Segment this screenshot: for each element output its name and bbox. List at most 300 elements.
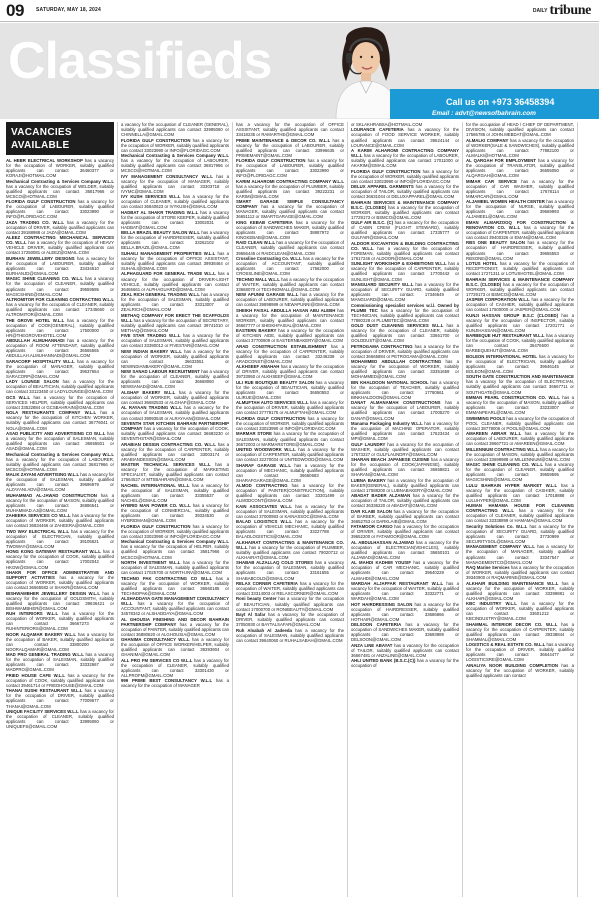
listing-text: has a vacancy for the occupation of SALESMAN, suitably qualified applicants can contact 39993540 or ALRAYAAN@GMAIL.COM — [121, 405, 229, 421]
brand-small-label: DAILY — [532, 7, 548, 14]
brand-name: tribune — [549, 3, 591, 18]
listing-company: IVY KUSH SERVICES W.L.L — [121, 194, 181, 200]
listing-item — [121, 210, 229, 230]
listing-text: has a vacancy for the occupation of HEAVY VEHICLE DRIVER, suitably qualified applicants can contact 17250081 or ALEEZ@GMAIL.COM — [6, 240, 114, 256]
section-header — [6, 122, 114, 155]
listing-text: has a vacancy for the occupation of SALESMAN, suitably qualified applicants can contact 39696979 or ALZAYANI.ADV@GMAIL.COM — [6, 472, 114, 493]
listing-column-4 — [351, 122, 459, 897]
column-divider — [462, 122, 463, 897]
listing-text: has a vacancy for the occupation of COOK, suitably qualified applicants can contact 36476600 or BARBEQUEHUT@GMAIL.COM — [466, 333, 574, 354]
listing-company: SHAKR FOR OFFICE ADMINISTRATIVE AND SUPPORT ACTIVITIES — [6, 569, 114, 580]
listing-company: KING KEBAB CAFETERIA — [236, 219, 293, 225]
listing-text: has a vacancy for the occupation of LABOURER, suitably qualified applicants can contact 17011000 or AKARIM@GMAIL.COM — [351, 153, 459, 169]
listing-item — [466, 374, 574, 394]
listing-item — [6, 709, 114, 729]
listing-company: MAGIC SHINE CLEANING CO. W.L.L — [466, 462, 543, 468]
listing-company: MANAGEMENT COMPANY W.L.L — [466, 544, 535, 550]
listing-item — [466, 565, 574, 580]
listing-company: MARMAR STORE — [236, 431, 272, 437]
listing-text: has a vacancy for the occupation of ELECTRICIAN(VEHICLES), suitably qualified applicants can contact 36650101 or ALJAWAD@GMAIL.COM — [351, 539, 459, 560]
listing-company: BISHWAMBHER JEWELLERY DESIGN W.L.L — [6, 590, 100, 596]
listing-text: has a vacancy for the occupation of POOL CLEANER, suitably qualified applicants can contact 38778006 or POOLS@GMAIL.COM — [466, 415, 574, 431]
listing-item — [466, 416, 574, 431]
listing-item — [6, 276, 114, 296]
listing-text: has a vacancy for the occupation of WORKER, suitably qualified applicants can contact 36682533 or ALGHAF@GMAIL.COM — [121, 389, 229, 405]
listing-item — [466, 483, 574, 503]
listing-company: AL RAYAAN TRADING W.L.L — [121, 405, 182, 411]
listing-item — [466, 220, 574, 240]
listing-item — [351, 380, 459, 400]
listing-item — [351, 478, 459, 493]
listing-company: FLORIDA GULF CONSTRUCTION — [121, 523, 191, 529]
listing-item — [351, 493, 459, 508]
listing-item — [351, 560, 459, 580]
listing-item — [351, 602, 459, 622]
listing-item — [121, 271, 229, 291]
listing-item — [466, 138, 574, 158]
listing-text: has a vacancy for the occupation of CLEANER, suitably qualified applicants can contact 39656445 or RAIDCLEAN@GMAIL.COM — [236, 240, 344, 256]
listing-company: TWO WAY ELECTRICAL W.L.L — [6, 528, 70, 534]
listing-text: has a vacancy for the occupation of CARPENTER, suitably qualified applicants can contact 33003174 or ARABIANDESIGN@GMAIL.COM — [121, 441, 229, 462]
listing-item — [236, 256, 344, 276]
listing-company: ALTROMITOR FOR CLEANING CONTRACTING W.L.L — [6, 297, 114, 302]
listing-company: Manama Packaging Industry W.L.L — [351, 420, 423, 426]
listing-item — [236, 308, 344, 328]
listing-company: METHAQ COMPANY FOR ERECT THE SCAFFOLDS W.L.L — [121, 312, 229, 323]
listing-item — [6, 235, 114, 255]
listing-company: KARIM ALHAROMI CONTRACTING COMPANY W.L.L — [236, 178, 344, 184]
listing-text: has a vacancy for the occupation of TAILOR, suitably qualified applicants can contact 36336220 or ABADAT@GMAIL.COM — [351, 493, 459, 509]
listing-company: RUH INTERIORS W.L.L — [6, 611, 59, 617]
listing-text: has a vacancy for the occupation of WORKER, suitably qualified applicants can contact 39340900 or RAQMARINE@GMAIL.COM — [466, 565, 574, 581]
listing-item — [466, 199, 574, 219]
listing-item — [351, 524, 459, 539]
listing-text: has a vacancy for the occupation of — [351, 658, 459, 669]
listing-company: FLORIDA GULF CONSTRUCTION — [351, 168, 421, 174]
listing-company: SHEIKH FAISAL ABDULLA HASAN ABU ALEBH — [236, 307, 336, 313]
listing-company: BELLA BRAZIL BEAUTY SALON W.L.L — [121, 230, 201, 236]
listing-text: has a vacancy for the occupation of WORKER, suitably qualified applicants can contact 17729173 or BSMCO@GMAIL.COM — [466, 281, 574, 297]
listing-company: JASPER CORPORATION W.L.L — [466, 297, 530, 303]
listing-text: has a vacancy for the occupation of WORKER, suitably qualified applicants can contact 36834466 or ZAHEERA@GMAIL.COM — [6, 513, 114, 529]
listing-company: LUBNA BAKERY — [351, 477, 386, 483]
listing-text: has a vacancy for the occupation of MANAGER, suitably qualified applicants can contact 39637654 or SARACORP@GMAIL.COM — [6, 358, 114, 379]
listing-company: GHANIMA CONSULTANCY W.L.L — [121, 637, 190, 643]
listing-item — [6, 220, 114, 235]
listing-company: DELSOON CAFETERIA — [351, 622, 402, 628]
listing-text: has a vacancy for the occupation of MANAGER, suitably qualified applicants can contact 36651112 or SMARTGARAGE@GMAIL.COM — [236, 204, 344, 220]
listing-company: ALMALKI COMPANY — [466, 137, 509, 143]
listing-text: has a vacancy for the occupation of MANAGER, suitably qualified applicants can contact 33303718 or IVYMC@GMAIL.COM — [121, 173, 229, 194]
listing-text: has a vacancy for the occupation of MAINTENANCE WORKER, suitably qualified applicants can contact 36667777 or SHEIKHFAISAL@GMAIL.COM — [236, 307, 344, 328]
listing-company: FLORIDA GULF CONSTRUCTION — [121, 137, 191, 143]
listing-company: AHLI UNITED BANK (B.S.C.(C)) — [351, 658, 416, 664]
listing-company: BAHRAIN SERVICES & MAINTENANCE COMPANY B.S.C. (CLOSED) — [351, 199, 459, 210]
listing-text: has a vacancy for the occupation of TAILOR, suitably qualified applicants can contact 36667481 or ANZALINE@GMAIL.COM — [351, 642, 459, 658]
listing-text: has a vacancy for the occupation of LABOURER, suitably qualified applicants can contact 36817966 or MCSCO@HOTMAIL.COM — [121, 158, 229, 174]
listing-item — [236, 380, 344, 400]
listing-text: has a vacancy for the occupation of SALESMAN, suitably qualified applicants can contact 33161555 or SHABABCOLD@GMAIL.COM — [236, 560, 344, 581]
column-divider — [577, 122, 578, 897]
listing-item — [236, 463, 344, 483]
listing-text: has a vacancy for the occupation of SECRETARY, suitably qualified applicants can contact 39741010 or METHAQ@GMAIL.COM — [121, 317, 229, 333]
listing-item — [351, 643, 459, 658]
listing-item — [351, 421, 459, 441]
listing-company: THANAI SUSHI RESTAURANT W.L.L — [6, 688, 83, 694]
listing-item — [6, 688, 114, 708]
listing-text: has a vacancy for the occupation of SALESMAN, suitably qualified applicants can contact 33355537 or NACHEL@GMAIL.COM — [121, 482, 229, 503]
listing-text: has a vacancy for the occupation of ACCOUNTANT, suitably qualified applicants can contact 17562000 or CROSSLINE@GMAIL.COM — [236, 255, 344, 277]
listing-item — [121, 313, 229, 333]
listing-text: has a vacancy for the occupation of MASON, suitably qualified applicants can contact 36886541 or MUHAMMAD.AJ@GMAIL.COM — [6, 492, 114, 513]
listing-item — [6, 338, 114, 358]
listing-item — [236, 179, 344, 199]
listing-text: has a vacancy for the occupation of MASON, suitably qualified applicants can contact 33233007 or EMMANPEARL@GMAIL.COM — [466, 394, 574, 416]
listing-text: has a vacancy for the occupation of MANAGER, suitably qualified applicants can contact 33347547 or MANAGEMENTCO@GMAIL.COM — [466, 544, 574, 565]
listing-company: BAHRAIN SERVICES & MAINTENANCE COMPANY B.S.C. (CLOSED) — [466, 276, 574, 287]
listing-company: UNITED WOODWORK W.L.L — [236, 446, 296, 452]
listing-item — [236, 504, 344, 519]
listing-company: LOTUS HOTEL — [466, 261, 498, 266]
listing-text: has a vacancy for the occupation of ROOM ATTENDANT, suitably qualified applicants can contact 36565565 or ABDULLAH.ALMUHANNADI@GMAIL.COM — [6, 338, 114, 359]
listing-company: EMAN ALMARZOOQ FOR CONSTRUCTION & RENOVATION CO. W.L.L — [466, 219, 574, 230]
listing-text: has a vacancy for the occupation of LABOURER, suitably qualified applicants can contact 33996635 or PRIMEMAINT@GMAIL.COM — [236, 137, 344, 158]
listing-text: has a vacancy for the occupation of CABIN CREW (FLIGHT STEWARD), suitably qualified applicants can contact 17335777 or GULFAIR@GMAIL.COM — [351, 220, 459, 241]
listing-company: SOUTH GATE CONSTRUCTION AND MAINTENANCE — [466, 374, 574, 380]
listing-item — [466, 524, 574, 544]
listing-item — [121, 122, 229, 137]
listing-text: has a vacancy for the occupation of PAINTER(CONSTRUCTION), suitably qualified applicants can contact 33301499 or ALMODCONT@GMAIL.COM — [236, 483, 344, 504]
listing-text: for the occupation of HEAD / CHIEF OF DEPARTMENT, DIVISION, suitably qualified applicants can contact 17586785 or JOHN.MEBDAT@GMAIL.COM — [466, 122, 574, 138]
listing-text: has a vacancy for the occupation of FOREMAN, suitably qualified applicants can contact 17617246 or ALDOOR@GMAIL.COM — [351, 245, 459, 261]
listing-item — [351, 400, 459, 420]
listing-text: has a vacancy for the occupation of TEACHER, suitably qualified applicants can contact 17780661 or BINKHALDOON@GMAIL.COM — [351, 379, 459, 400]
listing-item — [351, 127, 459, 147]
listing-item — [351, 200, 459, 220]
listing-item — [6, 359, 114, 379]
listing-text: has a vacancy for the occupation of DRIVER, suitably qualified applicants can contact 39733950 or ALKHSEEF@GMAIL.COM — [236, 364, 344, 380]
listing-company: PETROGAMA CONTRACTING — [351, 343, 413, 349]
listing-text: has a vacancy for the occupation of CLEANER, suitably qualified applicants can contact 33661700 or GOLDDUST@GMAIL.COM — [351, 323, 459, 344]
listing-text: has a vacancy for the occupation of COOK(GENERAL), suitably qualified applicants can contact 17500000 or HR@THEGROVEHOTEL.COM — [6, 317, 114, 338]
listing-item — [236, 431, 344, 446]
listing-company: MAGIC SHINE CLEANING CO. W.L.L — [6, 276, 83, 282]
listing-text: has a vacancy for the occupation of FOOD SERVICE WORKER, suitably qualified applicants can contact 39624144 or LOURANCE@GMAIL.COM — [351, 127, 459, 148]
listing-text: has a vacancy for the occupation of DRIVER, suitably qualified applicants can contact 37050930 or BAYTALSAFAR@GMAIL.COM — [236, 612, 344, 628]
listing-item — [466, 277, 574, 297]
listing-text: has a vacancy for the occupation of PLUMBER, suitably qualified applicants can contact 39222231 or KARIM@GMAIL.COM — [236, 183, 344, 199]
listing-item — [466, 179, 574, 199]
listing-item — [236, 581, 344, 596]
listing-text: has a vacancy for the occupation of WORKER, suitably qualified applicants can contact — [466, 662, 574, 678]
listing-text: has a vacancy for the occupation of INSPECTOR, suitably qualified applicants can contact 17201771 or KUNJIHASSAN@GMAIL.COM — [466, 312, 574, 333]
listing-text: has a vacancy for the occupation of TECHNICIAN, suitably qualified applicants can contact 77880228 or PLUMBTEC@GMAIL.COM — [351, 307, 459, 323]
listing-company: ZAHEERA SERVICES CO W.L.L — [6, 513, 71, 519]
listing-column-2 — [121, 122, 229, 897]
listing-text: has a vacancy for the occupation of SALESMAN, suitably qualified applicants can contact 33390012 or FIVESTAR@GMAIL.COM — [121, 333, 229, 349]
listing-item — [121, 637, 229, 657]
listing-company: LOURANCE CAFETERIA — [351, 127, 404, 133]
listing-company: DELUX APPAREL GARMENTS — [351, 184, 414, 190]
listing-item — [6, 652, 114, 672]
listing-company: KUNJI HASSAN GROUP B.S.C (CLOSED) — [466, 312, 559, 318]
listing-company: WARDAH ALJAFFAR RESTAURANT W.L.L — [351, 580, 444, 586]
page-number: 09 — [6, 1, 24, 20]
listing-item — [466, 313, 574, 333]
listing-item — [466, 261, 574, 276]
listing-company: ALDOOR EXCAVATION & BUILDING CONTRACTING CO. W.L.L — [351, 240, 459, 251]
listing-company: ZEAL RICH GENERAL TRADING W.L.L — [121, 292, 200, 298]
listing-text: has a vacancy for the occupation of SERVICES HELPER, suitably qualified applicants can contact 33522884 or GCSBAHRAIN@GMAIL.COM — [6, 394, 114, 410]
classifieds-banner — [0, 23, 599, 119]
listing-item — [6, 632, 114, 652]
listing-text: has a vacancy for the occupation of BEAUTICIAN, suitably qualified applicants can contact 17000700 or RONIBEAUTY@GMAIL.COM — [236, 596, 344, 612]
listing-company: ALMUFTAH AUTO SERVICES W.L.L — [236, 400, 309, 406]
listing-text: has a vacancy for the occupation of TAILOR, suitably qualified applicants can contact 36631044 or DELUXAPPAREL@GMAIL.COM — [351, 184, 459, 200]
listing-text: has a vacancy for the occupation of CARPENTER, suitably qualified applicants can contact 17700442 or SUNLIGHT@GMAIL.COM — [351, 261, 459, 282]
listing-item — [466, 642, 574, 662]
listing-text: has a vacancy for the occupation of HAIRDRESSER, suitably qualified applicants can contact 39655553 or RBSONE@GMAIL.COM — [466, 240, 574, 261]
listing-text: has a vacancy for the occupation of DRIVER, suitably qualified applicants can contact 36665884 or PETROGAMA@GMAIL.COM — [351, 343, 459, 359]
phone-contact: Call us on +973 36458394 — [446, 97, 555, 107]
listing-item — [6, 611, 114, 631]
listing-company: ALSHADDAYA GATE MANAGEMENT CONSULTANCY W.L.L — [121, 596, 229, 607]
listing-item — [121, 524, 229, 539]
listing-company: MASTER TECHNICAL SERVICES W.L.L — [121, 462, 211, 468]
listing-item — [351, 344, 459, 359]
listing-item — [236, 292, 344, 307]
listing-text: has a vacancy for the occupation of DRIVER, suitably qualified applicants can contact 39652200 or FATAMOOR@GMAIL.COM — [351, 524, 459, 540]
listing-item — [466, 333, 574, 353]
listing-text: has a vacancy for the occupation of ACCOUNTANT, suitably qualified applicants can contact 34578342 or ALSHADDAYA@GMAIL.COM — [121, 601, 229, 617]
listing-text: has a vacancy for the occupation of GOLDSMITH, suitably qualified applicants can contact 39636421 or BISHWAMBHER@GMAIL.COM — [6, 590, 114, 611]
listing-text: has a vacancy for the occupation of CASHIER, suitably qualified applicants can contact 17018888 or LULUHYPER@GMAIL.COM — [466, 482, 574, 503]
listing-text: has a vacancy for the occupation of BEAUTICIAN, suitably qualified applicants can contact 36650553 or ULIRUE@GMAIL.COM — [236, 379, 344, 400]
listing-text: has a vacancy for the occupation of COOK, suitably qualified applicants can contact 17002042 or HKGW@GMAIL.COM — [6, 549, 114, 570]
listing-item — [6, 673, 114, 688]
listing-text: has a vacancy for the occupation of VEHICLE MECHANIC, suitably qualified applicants can contact 33227788 or BALADLOGISTICS@GMAIL.COM — [236, 519, 344, 540]
listing-text: has a vacancy for the occupation of CLEANER, suitably qualified applicants can contact 36668060 or NEWSANAD@GMAIL.COM — [121, 369, 229, 390]
listing-company: FATAMOOR CARGO — [351, 524, 393, 530]
listing-company: BIN KHALDOON NATIONAL SCHOOL — [351, 379, 429, 385]
listing-text: has a vacancy for the occupation of ELECTRICIAN, suitably qualified applicants can contact 36667711 or SOUTHGATE@GMAIL.COM — [466, 379, 574, 395]
listing-text: has a vacancy for the occupation of SALESMAN, suitably qualified applicants can contact 37000983 or KAINASSOC@GMAIL.COM — [236, 503, 344, 519]
listing-item — [121, 576, 229, 596]
listing-company: Mechanical Contracting & Services Company W.L.L — [121, 539, 229, 545]
listing-text: has a vacancy for the occupation of WAITER, suitably qualified applicants can contact 33668070 or TECHNOMALL@GMAIL.COM — [236, 276, 344, 292]
listing-company: SMART GARAGE SIMPLE CONSULTANCY COMPANY — [236, 199, 344, 210]
listing-text: has a vacancy for the occupation of WORKER, suitably qualified applicants can contact 36667273 or RUHINTERIORS@GMAIL.COM — [6, 611, 114, 632]
listing-company: SUHAILI MANAGEMENT PROPERTIES W.L.L — [121, 250, 216, 256]
listing-item — [466, 354, 574, 374]
listing-item — [121, 442, 229, 462]
listing-text: has a vacancy for the occupation of CLEANER, suitably qualified applicants can contact 36840623 or IVYKUSH@GMAIL.COM — [121, 194, 229, 210]
listing-item — [236, 122, 344, 137]
listing-company: AL GHOUSIA FINISHING AND DECOR BAHRAIN PARTNERSHIP COMPANY — [121, 616, 229, 627]
listing-company: BURHAN JEWELLERY DESIGNS — [6, 255, 75, 261]
listing-company: ALKHSEEF AMAHAH — [236, 364, 280, 370]
listing-text: has a vacancy for the occupation of CLEANER, suitably qualified applicants can contact 39559595 or MAGICSHINE@GMAIL.COM — [6, 276, 114, 297]
listing-text: has a vacancy for the occupation of TRANSLATOR, suitably qualified applicants can contact 36555050 or ALQARGAH@GMAIL.COM — [466, 158, 574, 179]
listing-company: JAZA TRADING CO. W.L.L — [6, 219, 65, 225]
listing-item — [466, 431, 574, 446]
listing-company: AINALIYA NOOR BUILDING COMPLETION — [466, 662, 559, 668]
listing-text: has a vacancy for the occupation of CLEANER, suitably qualified applicants can contact 33301430 or ALLPROFM@GMAIL.COM — [121, 657, 229, 678]
column-divider — [347, 122, 348, 897]
listing-text: has a vacancy for the occupation of CLEANER, suitably qualified applicants can contact 39559595 or MAGICSHINE@GMAIL.COM — [466, 462, 574, 483]
listing-item — [121, 617, 229, 637]
listing-item — [466, 503, 574, 523]
listing-item — [121, 138, 229, 153]
listing-text: has a vacancy for the occupation of BEAUTICIAN, suitably qualified applicants can contact 33123450 or LADYLOUNGE@GMAIL.COM — [6, 379, 114, 395]
listing-item — [466, 122, 574, 137]
listing-text: has a vacancy for the occupation of COOK, suitably qualified applicants can contact 36683230 or SEVENTHSTAR@GMAIL.COM — [121, 426, 229, 442]
listing-company: ULI RUE BOUTIQUE BEAUTY SALON — [236, 379, 314, 385]
section-title-line1: VACANCIES — [11, 127, 72, 138]
listing-company: ALKHAIRAT CONTRACTING & MAINTENANCE CO. W.L.L — [236, 539, 344, 550]
listing-text: has a vacancy for the occupation of WORKER, suitably qualified applicants can contact 33601212 or KBCINDUSTRY@GMAIL.COM — [466, 601, 574, 622]
listing-text: has a vacancy for the occupation of CLEANER, suitably qualified applicants can contact 17345660 or ALTROMITOR@GMAIL.COM — [6, 302, 114, 318]
listing-text: has a vacancy for the occupation of DRIVER, suitably qualified applicants can contact 37779175 or ALMUFTAH@GMAIL.COM — [236, 400, 344, 416]
listing-item — [121, 349, 229, 369]
listing-item — [121, 421, 229, 441]
listing-item — [236, 344, 344, 364]
listing-item — [466, 581, 574, 601]
listing-text: has a vacancy for the occupation of SALESMAN, suitably qualified applicants can contact 36672003 or MARMARSTORE@GMAIL.COM — [236, 431, 344, 447]
masthead-logo — [533, 3, 591, 19]
listing-column-3 — [236, 122, 344, 897]
listing-text: has a vacancy for the occupation of CARPENTER, suitably qualified applicants can contact 39338844 or SHAMMAL@GMAIL.COM — [466, 621, 574, 642]
listing-company: Roni beauty Center — [236, 596, 277, 602]
listing-item — [6, 158, 114, 178]
listing-company: HADBAT AL SHAKR TRADING W.L.L — [121, 209, 199, 215]
listing-item — [6, 549, 114, 569]
listing-item — [121, 153, 229, 173]
listing-text: has a vacancy for the occupation of ELECTRICIAN, suitably qualified applicants can contact 39646145 or BOLEON@GMAIL.COM — [466, 353, 574, 374]
listing-item — [121, 596, 229, 616]
listing-item — [351, 184, 459, 199]
listing-item — [466, 462, 574, 482]
listing-text: has a vacancy for the occupation of MECHANIC, suitably qualified applicants can contact 36660683 or SHARAFGARAGE@GMAIL.COM — [236, 462, 344, 483]
listing-company: PRIME MAINTENANCE & DECOR CO. W.L.L — [236, 137, 331, 143]
listing-text: has a vacancy for the occupation of WORKER, suitably qualified applicants can contact 36633551 or NEWINDIANBAKERY@GMAIL.COM — [121, 348, 229, 369]
listing-company: AL ABDULHASSAN ALJAWAD — [351, 539, 415, 545]
listing-text: has a vacancy for the occupation of WORKER(SALE & SANDWICHES), suitably qualified applicants can contact 77882100 or ALMALKI@HOTMAIL.COM — [466, 137, 574, 158]
listing-item — [351, 509, 459, 524]
masthead-strip — [0, 0, 599, 22]
listing-item — [6, 431, 114, 451]
listing-column-5 — [466, 122, 574, 897]
listing-item — [121, 483, 229, 503]
listing-item — [236, 158, 344, 178]
listing-item — [121, 390, 229, 405]
listing-text: has a vacancy for the occupation of COOK(JAPANESE), suitably qualified applicants can contact 36658821 or SHARAN@GMAIL.COM — [351, 457, 459, 478]
listing-text: has a vacancy for the occupation of LABOURER, suitably qualified applicants can contact 17005270 or DANAT@GMAIL.COM — [351, 400, 459, 421]
listing-text: has a vacancy for the occupation of LABOURER, suitably qualified applicants can contact 33023990 or INFO@FLORIDAGC.COM — [6, 199, 114, 220]
listing-item — [466, 447, 574, 462]
listing-company: SHABAB ALZALLAQ COLD STORES — [236, 560, 314, 566]
listing-company: A KARIM ALHAROMI CONTRACTING COMPANY W.L.L — [351, 148, 459, 159]
listing-text: has a vacancy for the occupation of CONMERCIAL, suitably qualified applicants can contact 39334530 or HYBRIDMAN@GMAIL.COM — [121, 503, 229, 524]
listing-item — [236, 416, 344, 431]
listing-item — [6, 256, 114, 276]
listing-company: ALKHAIR BUILDING MAINTENANCE W.L.L — [466, 580, 559, 586]
listing-text: has a vacancy for the occupation of SANDWICHES MAKER, suitably qualified applicants can contact 38887972 or KINGKEBAB@GMAIL.COM — [236, 219, 344, 240]
listing-text: has a vacancy for the occupation of CARPENTER, suitably qualified applicants can contact 33246338 or ARADCONST@GMAIL.COM — [236, 343, 344, 364]
listing-item — [236, 447, 344, 462]
listing-item — [466, 240, 574, 260]
listing-item — [6, 513, 114, 528]
listing-text: has a vacancy for the occupation of MARKETING SPECIALIST, suitably qualified applicants can contact 17664527 or MTSBAHRAIN@GMAIL.COM — [121, 462, 229, 483]
listing-text: a vacancy for the occupation of CLEANER (GENERAL), suitably qualified applicants can contact 33995060 or CHINNELLA@GMAIL.COM — [121, 122, 229, 138]
listing-item — [121, 503, 229, 523]
listing-text: has a vacancy for the occupation of SALESMAN, suitably qualified applicants can contact 33313007 or ZEALRICH@GMAIL.COM — [121, 292, 229, 313]
listing-item — [121, 678, 229, 688]
listing-text: has a vacancy for the occupation of PLUMBER, suitably qualified applicants can contact 79020712 or ALKHAIRAT@GMAIL.COM — [236, 544, 344, 560]
listing-company: ALGHAF BAKERY W.L.L — [121, 389, 176, 395]
listing-text: has a vacancy for the occupation of MACHINE OPERATOR, suitably qualified applicants can contact 17623434 or MPI@GMAIL.COM — [351, 420, 459, 442]
listing-item — [236, 328, 344, 343]
listing-item — [236, 628, 344, 643]
listing-company: NACHEL INTERNATIONAL W.L.L — [121, 482, 190, 488]
listing-text: has a vacancy for the occupation of CARPENTER, suitably qualified applicants can contact 39400326 or EMAN@GMAIL.COM — [466, 224, 574, 240]
listing-text: has a vacancy for the occupation of CLEANER, suitably qualified applicants can contact 33995060 or UNIQUEFS@GMAIL.COM — [6, 708, 114, 730]
listing-text: has a vacancy for the occupation of LABOURER, suitably qualified applicants can contact 39667721 or AMAREEN@GMAIL.COM — [466, 431, 574, 447]
listing-item — [236, 400, 344, 415]
listing-company: Mechanical Contracting & Services Company W.L.L — [6, 451, 114, 457]
listing-company: HONG KONG GATEWAY RESTAURANT W.L.L — [6, 549, 101, 555]
listing-item — [351, 241, 459, 261]
listing-company: SUNLIGHT WORKSHOP & EXHIBITIONS W.L.L — [351, 261, 447, 267]
listing-text: has a vacancy for the occupation of KITCHEN AIDE, suitably qualified applicants can contact 37700909 or EASTERNBAKERY@GMAIL.COM — [236, 328, 344, 344]
listing-company: LULU BAHRAIN HYPER MARKET W.L.L — [466, 482, 558, 488]
listing-company: AL HEBR ELECTRICAL WORKSHOP — [6, 158, 83, 163]
listing-company: MOHAMMED ABDULLAH CONTRACTING — [351, 359, 442, 365]
listing-text: has a vacancy for the occupation of RECEPTIONIST, suitably qualified applicants can contact 17271311 or LOTUSHOTEL@GMAIL.COM — [466, 261, 574, 277]
listing-company: ALPHAGUARD FOR GENERAL TRADE W.L.L — [121, 271, 216, 277]
listing-item — [466, 297, 574, 312]
listing-company: Bayt Al Safar — [236, 612, 266, 617]
listing-item — [351, 282, 459, 302]
listing-text: has a vacancy for the occupation of DRIVER, suitably qualified applicants can contact 77009677 or THANAI@GMAIL.COM — [6, 688, 114, 709]
listing-text: has a vacancy for the occupation of WELDER, suitably qualified applicants can contact 36817966 or MCSCO@HOTMAIL.COM — [6, 183, 114, 199]
listing-text: or SKLAKHRABSA@HOTMAIL.COM — [351, 122, 423, 127]
listing-text: has a vacancy for the occupation of SANDWICHES MAKER, suitably qualified applicants can contact 33693989 or DELSOON@GMAIL.COM — [351, 622, 459, 643]
listing-company: UNIQUE FACILITY SERVICES W.L.L — [6, 708, 79, 714]
listing-item — [121, 560, 229, 575]
listing-company: NORTH INVESTMENT W.L.L — [121, 559, 181, 565]
listing-company: GULF LAUNDRY — [351, 441, 386, 447]
listing-company: FLORIDA GULF CONSTRUCTION — [236, 415, 306, 421]
listing-item — [121, 174, 229, 194]
listing-item — [236, 277, 344, 292]
listing-company: NEW INDIAN BAKERY W.L.L — [121, 348, 182, 354]
listing-company: ALEEZ CONTRACTING MECHANICAL SERVICES CO. W.L.L — [6, 235, 114, 246]
listing-item — [351, 220, 459, 240]
listing-item — [121, 230, 229, 250]
listing-item — [121, 539, 229, 559]
listing-text: has a vacancy for the occupation of SALESMAN, suitably qualified applicants can contact 33332667 or MADPRO@GMAIL.COM — [6, 652, 114, 673]
listing-company: FLORIDA GULF CONSTRUCTION — [236, 158, 306, 164]
listing-item — [351, 148, 459, 168]
listing-item — [6, 570, 114, 590]
listing-text: has a vacancy for the occupation of WORKER, suitably qualified applicants can contact 36665582 or SHAKR@GMAIL.COM — [6, 575, 114, 591]
listing-company: ARAD CONSTRUCTION ESTABLISHMENT — [236, 343, 327, 349]
listing-company: ANZA LINE ABAYAT — [351, 642, 393, 648]
listing-text: has a vacancy for the occupation of WORKER, suitably qualified applicants can contact 33023990 or INFO@FLORIDAGC.COM — [121, 137, 229, 153]
listing-item — [6, 452, 114, 472]
listing-item — [121, 658, 229, 678]
